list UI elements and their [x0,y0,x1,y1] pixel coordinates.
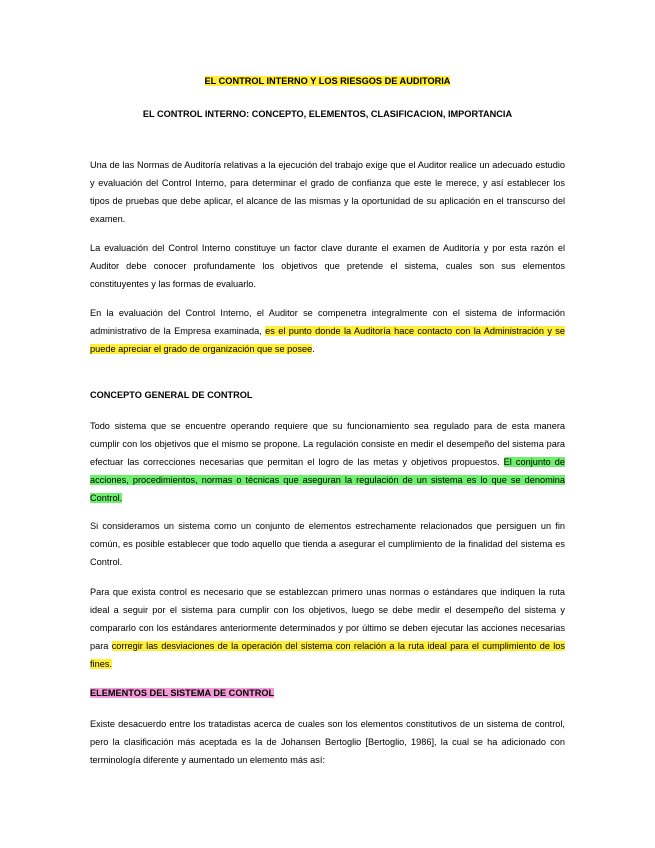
paragraph-evaluation: La evaluación del Control Interno constituye un factor clave durante el examen de Auditoría y por esta razón el Auditor debe conocer profundamente los objetivos que pretende el sistema, cuales son sus elementos constituyentes y las formas de evaluarlo. [90,243,565,289]
document-title [0,73,655,91]
p4-highlight: El conjunto de acciones, procedimientos, normas o técnicas que aseguran la regulación de un sistema es lo que se denomina Control. [90,456,565,503]
heading-elementos-control [90,685,565,703]
paragraph-sistema: Si consideramos un sistema como un conjunto de elementos estrechamente relacionados que persiguen un fin común, es posible establecer que todo aquello que tienda a asegurar el cumplimiento de la finalidad del sistema es Control. [90,521,565,567]
title-highlight: EL CONTROL INTERNO Y LOS RIESGOS DE AUDITORIA [204,76,451,86]
p6-highlight: corregir las desviaciones de la operación del sistema con relación a la ruta ideal para el cumplimiento de los fines. [90,640,565,669]
document-subtitle: EL CONTROL INTERNO: CONCEPTO, ELEMENTOS, CLASIFICACION, IMPORTANCIA [142,109,513,119]
paragraph-compenetra [90,305,565,359]
heading-elementos-highlight: ELEMENTOS DEL SISTEMA DE CONTROL [90,688,275,698]
p4-text: Todo sistema que se encuentre operando requiere que su funcionamiento sea regulado para de esta manera cumplir con los objetivos que el mismo se propone. La regulación consiste en medir el desempeño del sistema para efectuar las correcciones necesarias que permitan el logro de las metas y objetivos propuestos. [90,421,565,467]
paragraph-regulacion [90,418,565,508]
paragraph-elementos: Existe desacuerdo entre los tratadistas acerca de cuales son los elementos constitutivos de un sistema de control, pero la clasificación más aceptada es la de Johansen Bertoglio [Bertoglio, 1986], la cual se ha adicionado con terminología diferente y aumentado un elemento más así: [90,719,565,765]
paragraph-intro: Una de las Normas de Auditoría relativas a la ejecución del trabajo exige que el Auditor realice un adecuado estudio y evaluación del Control Interno, para determinar el grado de confianza que este le merece, y así establecer los tipos de pruebas que debe aplicar, el alcance de las mismas y la oportunidad de su aplicación en el transcurso del examen. [90,160,565,224]
p3-highlight: es el punto donde la Auditoría hace contacto con la Administración y se puede apreciar el grado de organización que se posee [90,325,565,354]
p6-text: Para que exista control es necesario que se establezcan primero unas normas o estándares que indiquen la ruta ideal a seguir por el sistema para cumplir con los objetivos, luego se debe medir el desempeño del sistema y compararlo con los estándares anteriormente determinados y por último se deben ejecutar las acciones necesarias para [90,587,565,651]
heading-concepto-control: CONCEPTO GENERAL DE CONTROL [90,390,253,400]
p3-text: En la evaluación del Control Interno, el Auditor se compenetra integralmente con el sistema de información administrativo de la Empresa examinada, [90,308,565,336]
p3-end: . [312,343,315,354]
paragraph-normas [90,584,565,674]
